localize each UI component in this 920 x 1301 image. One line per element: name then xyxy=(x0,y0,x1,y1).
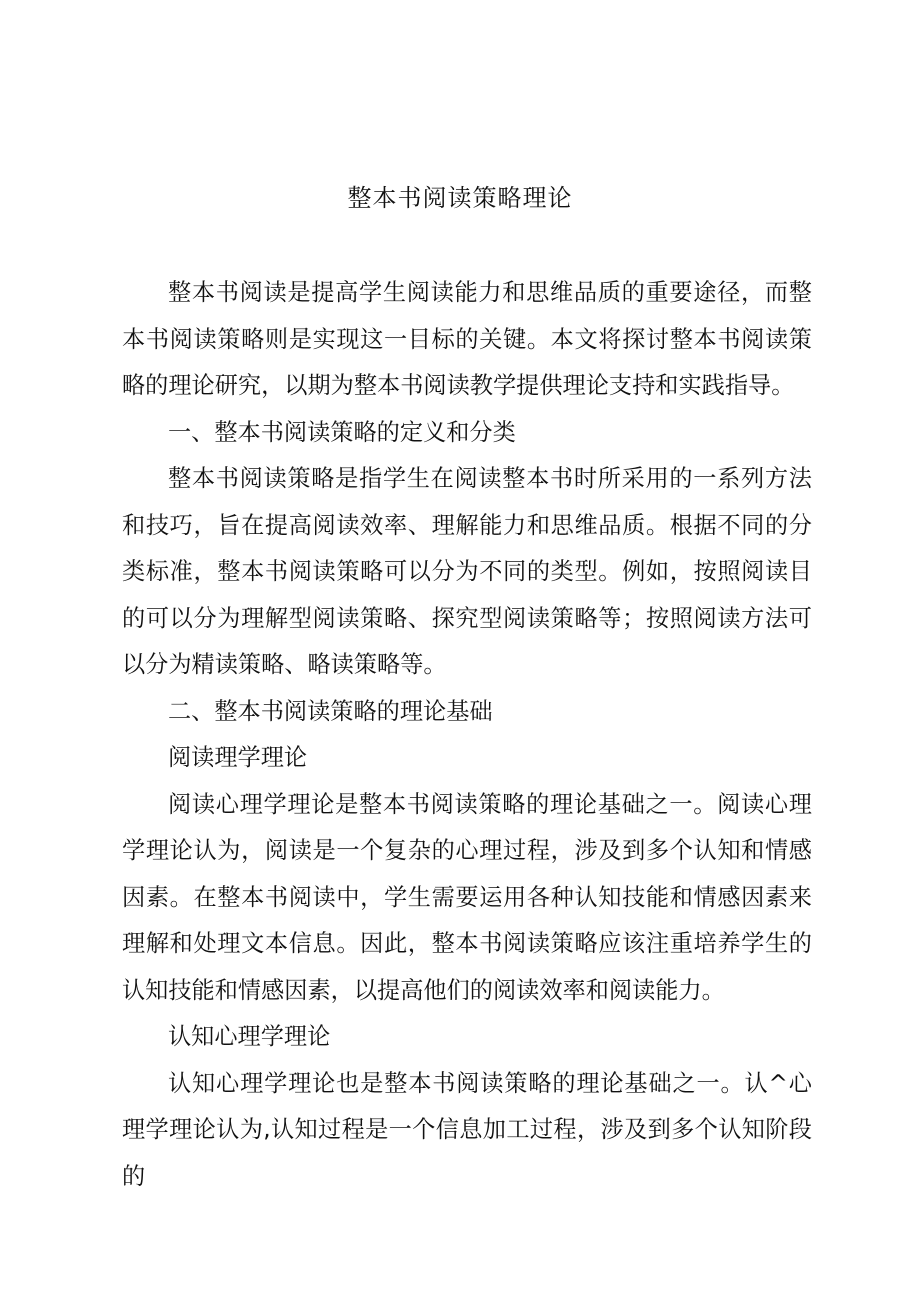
paragraph-reading-psychology: 阅读心理学理论是整本书阅读策略的理论基础之一。阅读心理学理论认为，阅读是一个复杂的心理过程，涉及到多个认知和情感因素。在整本书阅读中，学生需要运用各种认知技能和情感因素来理解和处理文本信息。因此，整本书阅读策略应该注重培养学生的认知技能和情感因素，以提高他们的阅读效率和阅读能力。 xyxy=(122,790,812,1004)
paragraph-intro: 整本书阅读是提高学生阅读能力和思维品质的重要途径，而整本书阅读策略则是实现这一目标的关键。本文将探讨整本书阅读策略的理论研究，以期为整本书阅读教学提供理论支持和实践指导。 xyxy=(122,279,812,399)
subheading-cognitive-psychology: 认知心理学理论 xyxy=(168,1023,331,1050)
document-title: 整本书阅读策略理论 xyxy=(347,184,573,212)
paragraph-cognitive-psychology: 认知心理学理论也是整本书阅读策略的理论基础之一。认^心理学理论认为,认知过程是一个信息加工过程，涉及到多个认知阶段的 xyxy=(122,1069,812,1190)
document-body xyxy=(122,270,812,1200)
subheading-reading-psychology: 阅读理学理论 xyxy=(168,744,308,771)
section-heading-theory: 二、整本书阅读策略的理论基础 xyxy=(168,697,493,725)
paragraph-definition: 整本书阅读策略是指学生在阅读整本书时所采用的一系列方法和技巧，旨在提高阅读效率、理解能力和思维品质。根据不同的分类标准，整本书阅读策略可以分为不同的类型。例如，按照阅读目的可以分为理解型阅读策略、探究型阅读策略等；按照阅读方法可以分为精读策略、略读策略等。 xyxy=(122,465,812,678)
section-heading-definition: 一、整本书阅读策略的定义和分类 xyxy=(168,418,516,446)
